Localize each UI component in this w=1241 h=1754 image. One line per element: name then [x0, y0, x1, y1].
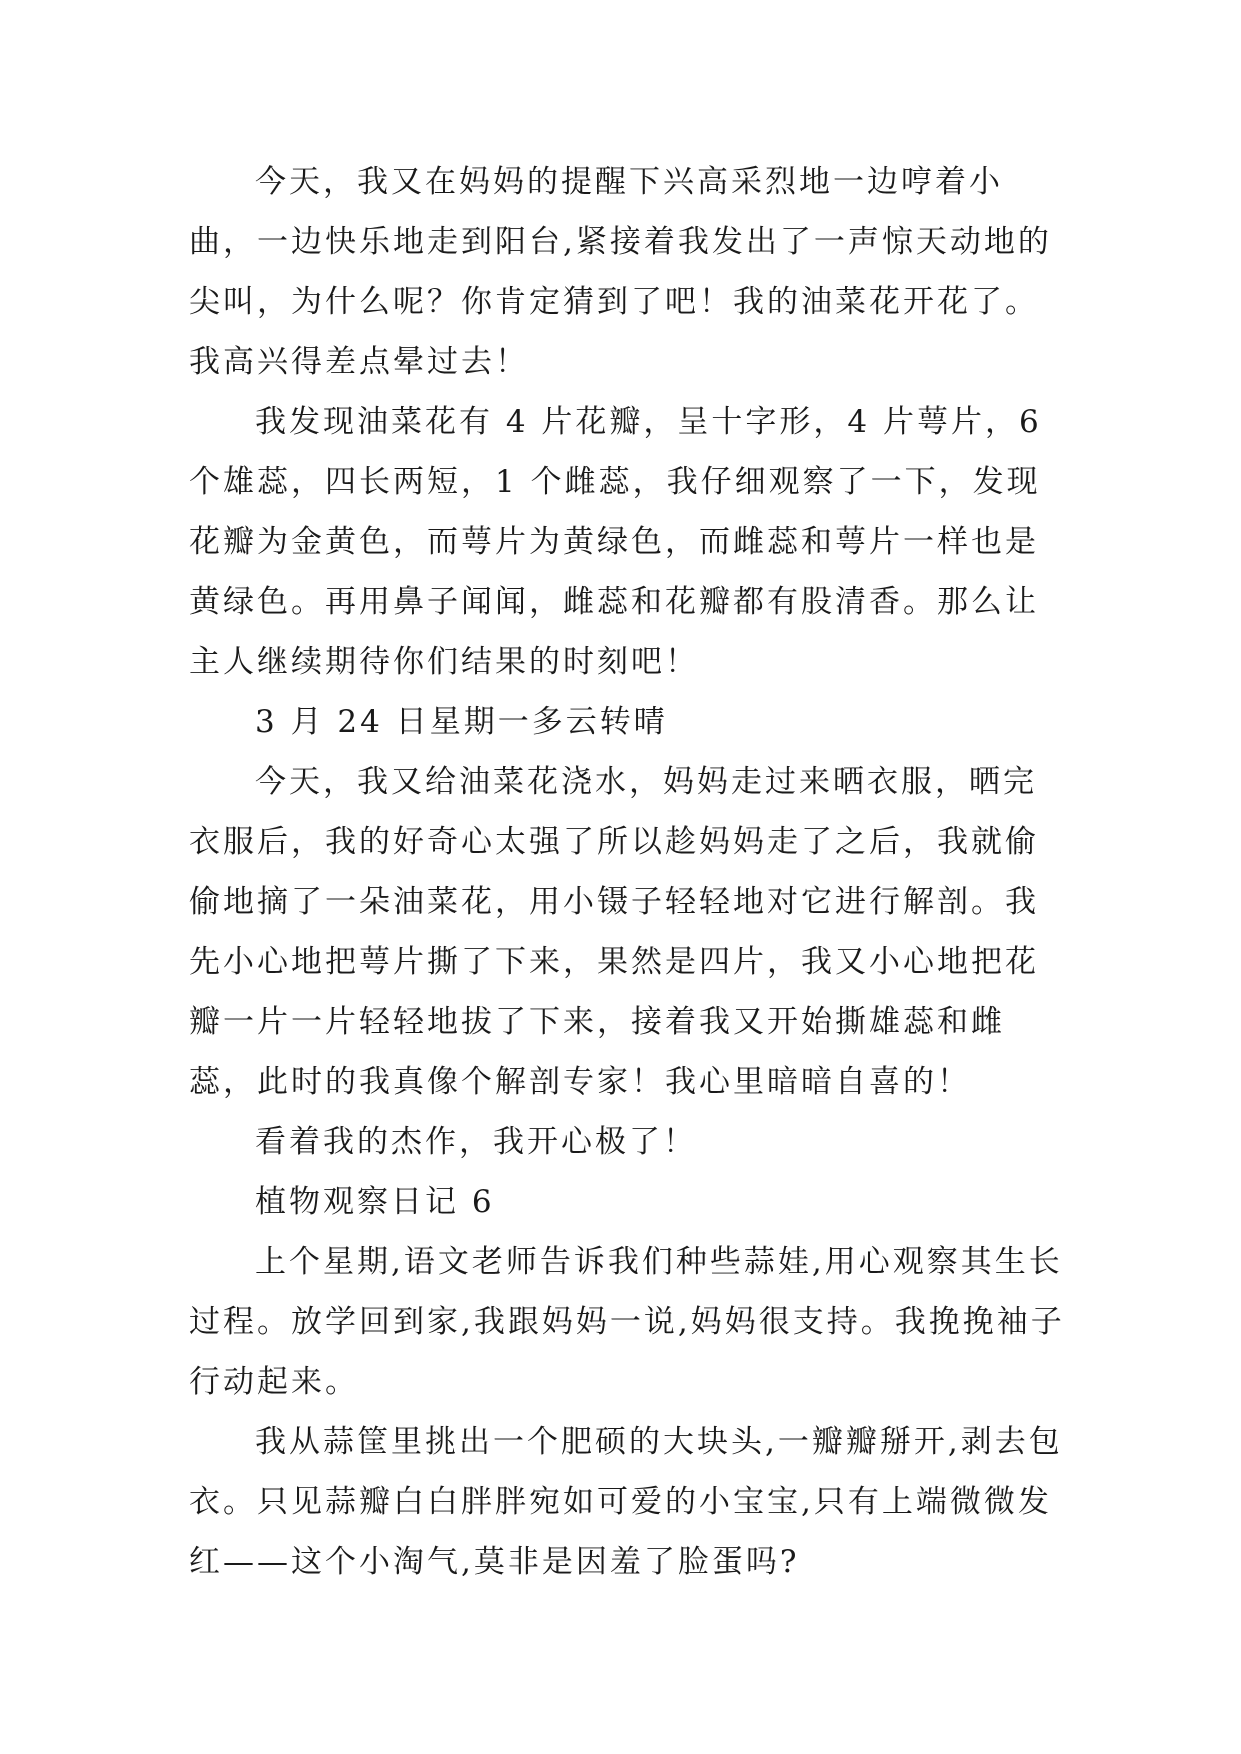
paragraph-2: 我发现油菜花有 4 片花瓣，呈十字形，4 片萼片，6 个雄蕊，四长两短，1 个雌蕊，我仔细观察了一下，发现花瓣为金黄色，而萼片为黄绿色，而雌蕊和萼片一样也是黄绿色。再用鼻子闻闻，雌蕊和花瓣都有股清香。那么让主人继续期待你们结果的时刻吧！: [189, 404, 1042, 680]
paragraph-3: 今天，我又给油菜花浇水，妈妈走过来晒衣服，晒完衣服后，我的好奇心太强了所以趁妈妈走了之后，我就偷偷地摘了一朵油菜花，用小镊子轻轻地对它进行解剖。我先小心地把萼片撕了下来，果然是四片，我又小心地把花瓣一片一片轻轻地拔了下来，接着我又开始撕雄蕊和雌蕊，此时的我真像个解剖专家！我心里暗暗自喜的！: [189, 764, 1039, 1100]
paragraph-4: 看着我的杰作，我开心极了！: [255, 1124, 697, 1160]
document-body: [189, 152, 1069, 1592]
paragraph-1: 今天，我又在妈妈的提醒下兴高采烈地一边哼着小曲，一边快乐地走到阳台,紧接着我发出了一声惊天动地的尖叫，为什么呢？你肯定猜到了吧！我的油菜花开花了。我高兴得差点晕过去！: [189, 164, 1052, 380]
paragraph-5: 上个星期,语文老师告诉我们种些蒜娃,用心观察其生长过程。放学回到家,我跟妈妈一说,妈妈很支持。我挽挽袖子行动起来。: [189, 1244, 1065, 1400]
section-heading: 植物观察日记 6: [255, 1184, 495, 1220]
date-line: 3 月 24 日星期一多云转晴: [255, 704, 668, 740]
paragraph-6: 我从蒜筐里挑出一个肥硕的大块头,一瓣瓣掰开,剥去包衣。只见蒜瓣白白胖胖宛如可爱的小宝宝,只有上端微微发红——这个小淘气,莫非是因羞了脸蛋吗?: [189, 1424, 1063, 1580]
